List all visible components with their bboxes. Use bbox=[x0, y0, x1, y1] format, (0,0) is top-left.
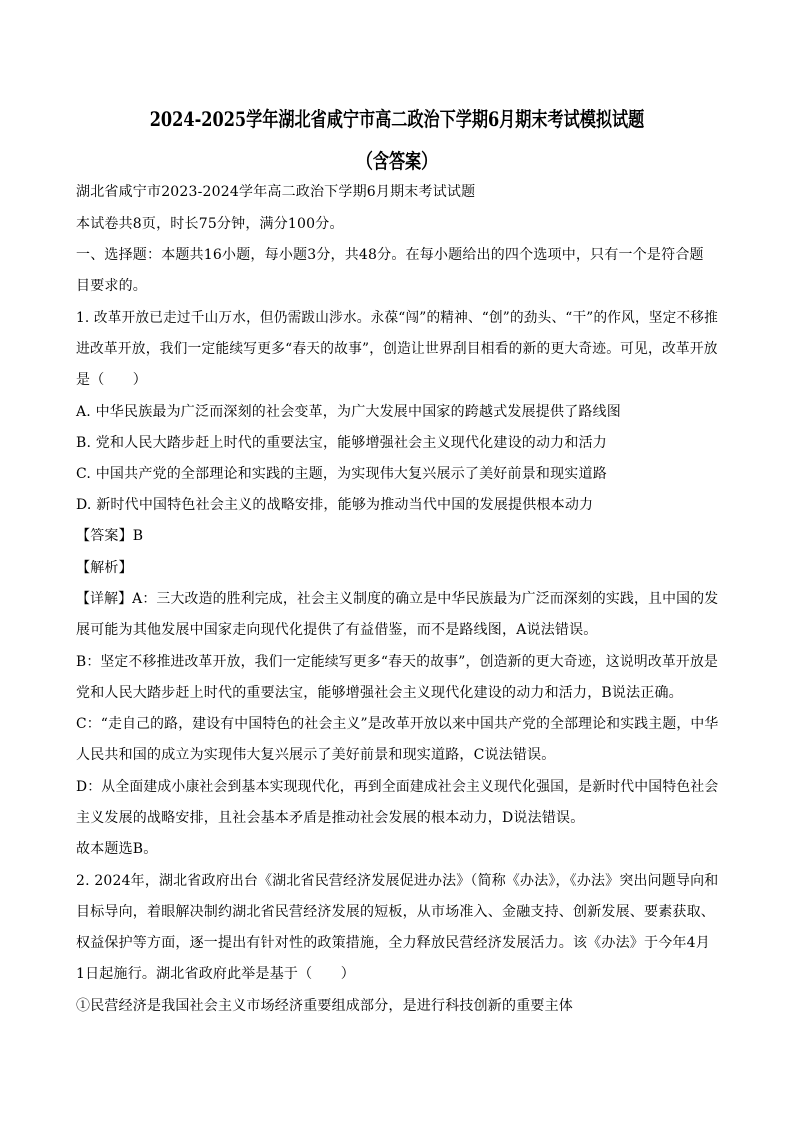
question-2-stem-cont2: 权益保护等方面，逐一提出有针对性的政策措施，全力释放民营经济发展活力。该《办法》于今年4月 bbox=[76, 935, 710, 951]
explanation-d-cont: 主义发展的战略安排，且社会基本矛盾是推动社会发展的根本动力，D说法错误。 bbox=[76, 810, 585, 826]
explanation-d: D：从全面建成小康社会到基本实现现代化，再到全面建成社会主义现代化强国，是新时代中国特色社会 bbox=[76, 779, 719, 795]
section-instructions: 一、选择题：本题共16小题，每小题3分，共48分。在每小题给出的四个选项中，只有一个是符合题 bbox=[76, 247, 704, 263]
question-1-stem: 1. 改革开放已走过千山万水，但仍需跋山涉水。永葆“闯”的精神、“创”的劲头、“干”的作风，坚定不移推 bbox=[76, 310, 718, 326]
explanation-a-cont: 展可能为其他发展中国家走向现代化提供了有益借鉴，而不是路线图，A说法错误。 bbox=[76, 622, 598, 638]
question-2-stem-cont: 目标导向，着眼解决制约湖北省民营经济发展的短板，从市场准入、金融支持、创新发展、要素获取、 bbox=[76, 904, 715, 920]
question-2-stem: 2. 2024年，湖北省政府出台《湖北省民营经济发展促进办法》（简称《办法》，《办法》突出问题导向和 bbox=[76, 873, 719, 889]
question-2-stem-end: 1日起施行。湖北省政府此举是基于（ ） bbox=[76, 966, 355, 982]
explanation-a: 【详解】A：三大改造的胜利完成，社会主义制度的确立是中华民族最为广泛而深刻的实践，且中国的发 bbox=[76, 591, 719, 607]
conclusion: 故本题选B。 bbox=[76, 841, 158, 857]
explanation-c: C：“走自己的路，建设有中国特色的社会主义”是改革开放以来中国共产党的全部理论和实践主题，中华 bbox=[76, 716, 719, 732]
analysis-label: 【解析】 bbox=[76, 560, 133, 576]
explanation-b: B：坚定不移推进改革开放，我们一定能续写更多“春天的故事”，创造新的更大奇迹，这说明改革开放是 bbox=[76, 654, 718, 670]
question-1-stem-end: 是（ ） bbox=[76, 372, 147, 388]
option-c: C. 中国共产党的全部理论和实践的主题，为实现伟大复兴展示了美好前景和现实道路 bbox=[76, 466, 607, 482]
section-instructions-cont: 目要求的。 bbox=[76, 278, 147, 294]
option-b: B. 党和人民大踏步赶上时代的重要法宝，能够增强社会主义现代化建设的动力和活力 bbox=[76, 435, 607, 451]
option-d: D. 新时代中国特色社会主义的战略安排，能够为推动当代中国的发展提供根本动力 bbox=[76, 497, 594, 513]
answer-label: 【答案】B bbox=[76, 528, 144, 544]
question-2-item-1: ①民营经济是我国社会主义市场经济重要组成部分，是进行科技创新的重要主体 bbox=[76, 998, 573, 1014]
option-a: A. 中华民族最为广泛而深刻的社会变革，为广大发展中国家的跨越式发展提供了路线图 bbox=[76, 404, 622, 420]
question-1-stem-cont: 进改革开放，我们一定能续写更多“春天的故事”，创造让世界刮目相看的新的更大奇迹。可见，改革开放 bbox=[76, 341, 718, 357]
explanation-c-cont: 人民共和国的成立为实现伟大复兴展示了美好前景和现实道路，C说法错误。 bbox=[76, 747, 556, 763]
source-line: 湖北省咸宁市2023-2024学年高二政治下学期6月期末考试试题 bbox=[76, 184, 476, 200]
document-title: 2024-2025学年湖北省咸宁市高二政治下学期6月期末考试模拟试题 bbox=[149, 107, 645, 131]
exam-info-line: 本试卷共8页，时长75分钟，满分100分。 bbox=[76, 216, 344, 232]
document-subtitle: （含答案） bbox=[356, 149, 438, 173]
explanation-b-cont: 党和人民大踏步赶上时代的重要法宝，能够增强社会主义现代化建设的动力和活力，B说法正确。 bbox=[76, 685, 683, 701]
